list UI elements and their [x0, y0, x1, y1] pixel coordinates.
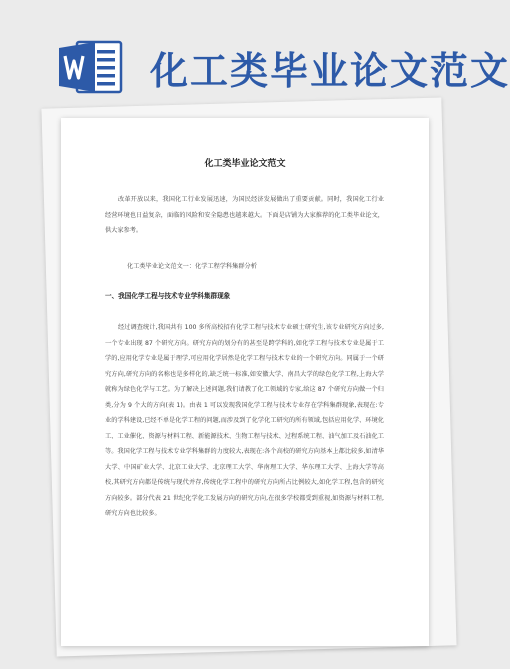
word-document-icon	[57, 39, 123, 95]
section-heading: 一、我国化学工程与技术专业学科集群现象	[105, 292, 231, 300]
section-subtitle: 化工类毕业论文范文一：化学工程学科集群分析	[127, 263, 257, 270]
body-paragraph: 经过调查统计,我国共有 100 多所高校招有化学工程与技术专业硕士研究生,该专业研究方向过多,一个专业出现 87 个研究方向。研究方向的划分有的甚至是跨学科的,如化学工程与技术专业是属于工学的,应用化学专业是属于理学,可应用化学居然是化学工程与技术专业的一个研究方向。同属于一个研究方向,研究方向的名称也是多样化的,缺乏统一标准,如安徽大学、南昌大学的绿色化学工程,上海大学就称为绿色化学与工艺。为了解决上述问题,我们请教了化工领域的专家,给这 87 个研究方向做一个归类,分为 9 个大的方向(表 1)。由表 1 可以发现我国化学工程与技术专业存在学科集群现象,表现在:专业的学科建设,已经不单是化学工程的问题,而涉及到了化学化工研究的所有领域,包括应用化学、环境化工、工业催化、资源与材料工程、新能源技术、生物工程与技术、过程系统工程、油气加工及石油化工等。我国化学工程与技术专业学科集群的力度较大,表现在:各个高校的研究方向基本上都比较多,如清华大学、中国矿业大学、北京工业大学、北京理工大学、华南理工大学、华东理工大学、上海大学等高校,其研究方向都是传统与现代并存,传统化学工程中的研究方向所占比例较大,如化学工程,包含的研究方向较多。部分代表 21 世纪化学化工发展方向的研究方向,在很多学校都受到重视,如资源与材料工程,研究方向也比较多。	[105, 324, 384, 517]
intro-paragraph: 改革开放以来，我国化工行业发展迅速，为国民经济发展做出了重要贡献。同时，我国化工行业经营环境也日益复杂，面临的风险和安全隐患也越来越大。下面是店铺为大家推荐的化工类毕业论文，供大家参考。	[105, 196, 384, 234]
document-page	[61, 118, 429, 646]
document-title: 化工类毕业论文范文	[204, 159, 286, 169]
banner-title: 化工类毕业论文范文	[150, 49, 510, 93]
banner	[0, 0, 510, 96]
